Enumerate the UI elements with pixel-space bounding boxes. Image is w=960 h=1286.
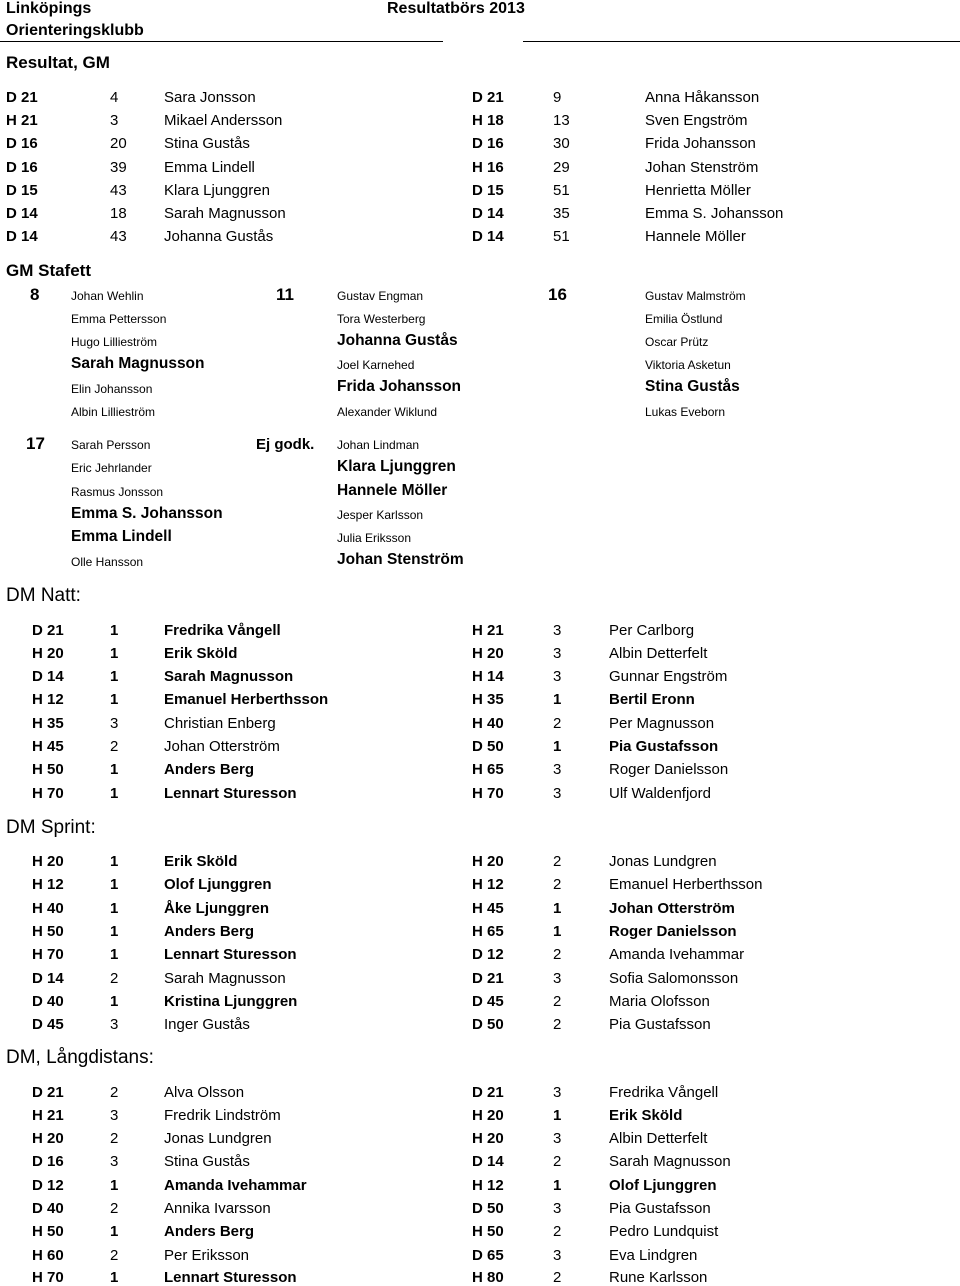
gm-name: Frida Johansson xyxy=(645,135,756,152)
lang-place: 3 xyxy=(553,1200,562,1217)
natt-class: H 45 xyxy=(32,738,64,755)
lang-place: 2 xyxy=(110,1247,119,1264)
gm-name: Sara Jonsson xyxy=(164,89,256,106)
sprint-name: Anders Berg xyxy=(164,923,255,940)
gm-name: Klara Ljunggren xyxy=(164,182,270,199)
natt-class: H 35 xyxy=(32,715,64,732)
sprint-class: H 20 xyxy=(32,853,64,870)
lang-place: 2 xyxy=(553,1153,562,1170)
sprint-class: H 50 xyxy=(32,923,64,940)
natt-class: H 70 xyxy=(32,785,64,802)
sprint-name: Amanda Ivehammar xyxy=(609,946,745,963)
lang-class: H 12 xyxy=(472,1177,504,1194)
natt-class: H 21 xyxy=(472,622,504,639)
lang-name: Alva Olsson xyxy=(164,1084,245,1101)
natt-class: H 14 xyxy=(472,668,504,685)
gm-name: Emma S. Johansson xyxy=(645,205,784,222)
sprint-place: 1 xyxy=(110,876,119,893)
sprint-name: Johan Otterström xyxy=(609,900,735,917)
natt-place: 3 xyxy=(553,761,562,778)
natt-name: Fredrika Vångell xyxy=(164,622,281,639)
relay-runner: Johan Wehlin xyxy=(71,289,144,303)
lang-name: Lennart Sturesson xyxy=(164,1269,297,1286)
lang-name: Rune Karlsson xyxy=(609,1269,708,1286)
natt-name: Per Carlborg xyxy=(609,622,695,639)
natt-place: 2 xyxy=(553,715,562,732)
lang-place: 2 xyxy=(110,1084,119,1101)
gm-place: 18 xyxy=(110,205,127,222)
relay-runner: Emma Lindell xyxy=(71,528,172,545)
gm-class: D 16 xyxy=(472,135,504,152)
gm-place: 29 xyxy=(553,159,570,176)
gm-place: 51 xyxy=(553,228,570,245)
gm-class: D 16 xyxy=(6,159,38,176)
natt-place: 2 xyxy=(110,738,119,755)
natt-name: Anders Berg xyxy=(164,761,255,778)
natt-class: H 20 xyxy=(472,645,504,662)
natt-place: 3 xyxy=(553,645,562,662)
sprint-place: 1 xyxy=(110,900,119,917)
natt-name: Albin Detterfelt xyxy=(609,645,708,662)
natt-name: Pia Gustafsson xyxy=(609,738,719,755)
club-name-line2: Orienteringsklubb xyxy=(6,22,144,39)
lang-name: Jonas Lundgren xyxy=(164,1130,272,1147)
lang-name: Pedro Lundquist xyxy=(609,1223,719,1240)
relay-runner: Johan Lindman xyxy=(337,438,420,452)
gm-class: D 14 xyxy=(472,205,504,222)
gm-place: 39 xyxy=(110,159,127,176)
relay-runner: Emma S. Johansson xyxy=(71,505,223,522)
natt-class: H 50 xyxy=(32,761,64,778)
natt-place: 3 xyxy=(110,715,119,732)
natt-place: 1 xyxy=(110,785,119,802)
natt-name: Roger Danielsson xyxy=(609,761,729,778)
gm-class: H 16 xyxy=(472,159,504,176)
natt-class: D 21 xyxy=(32,622,64,639)
natt-name: Per Magnusson xyxy=(609,715,715,732)
lang-name: Stina Gustås xyxy=(164,1153,250,1170)
lang-name: Sarah Magnusson xyxy=(609,1153,731,1170)
natt-name: Christian Enberg xyxy=(164,715,276,732)
gm-class: D 15 xyxy=(472,182,504,199)
sprint-place: 1 xyxy=(553,900,562,917)
lang-name: Fredrik Lindström xyxy=(164,1107,281,1124)
relay-runner: Sarah Persson xyxy=(71,438,151,452)
gm-class: D 14 xyxy=(6,228,38,245)
natt-place: 1 xyxy=(110,645,119,662)
sprint-name: Lennart Sturesson xyxy=(164,946,297,963)
relay-runner: Lukas Eveborn xyxy=(645,405,726,419)
sprint-class: H 70 xyxy=(32,946,64,963)
relay-runner: Emilia Östlund xyxy=(645,312,723,326)
lang-place: 3 xyxy=(553,1247,562,1264)
natt-name: Erik Sköld xyxy=(164,645,238,662)
gm-class: D 21 xyxy=(6,89,38,106)
natt-class: D 14 xyxy=(32,668,64,685)
relay-runner: Viktoria Asketun xyxy=(645,358,731,372)
lang-name: Per Eriksson xyxy=(164,1247,250,1264)
lang-place: 2 xyxy=(553,1269,562,1286)
sprint-place: 1 xyxy=(110,853,119,870)
natt-place: 3 xyxy=(553,668,562,685)
sprint-class: D 50 xyxy=(472,1016,504,1033)
sprint-class: D 45 xyxy=(472,993,504,1010)
lang-name: Pia Gustafsson xyxy=(609,1200,711,1217)
gm-name: Johanna Gustås xyxy=(164,228,274,245)
lang-place: 2 xyxy=(110,1200,119,1217)
sprint-place: 2 xyxy=(110,970,119,987)
lang-name: Erik Sköld xyxy=(609,1107,683,1124)
sprint-class: D 40 xyxy=(32,993,64,1010)
gm-class: D 21 xyxy=(472,89,504,106)
relay-runner: Frida Johansson xyxy=(337,378,462,395)
lang-place: 1 xyxy=(553,1107,562,1124)
natt-class: H 65 xyxy=(472,761,504,778)
lang-name: Eva Lindgren xyxy=(609,1247,698,1264)
relay-runner: Gustav Malmström xyxy=(645,289,746,303)
sprint-title: DM Sprint: xyxy=(6,817,96,838)
relay-runner: Elin Johansson xyxy=(71,382,153,396)
lang-class: H 70 xyxy=(32,1269,64,1286)
relay-runner: Eric Jehrlander xyxy=(71,461,152,475)
sprint-place: 2 xyxy=(553,876,562,893)
natt-name: Sarah Magnusson xyxy=(164,668,294,685)
lang-place: 3 xyxy=(553,1130,562,1147)
relay-runner: Sarah Magnusson xyxy=(71,355,205,372)
sprint-place: 3 xyxy=(553,970,562,987)
gm-name: Henrietta Möller xyxy=(645,182,751,199)
natt-place: 1 xyxy=(110,622,119,639)
relay-runner: Albin Lillieström xyxy=(71,405,156,419)
sprint-class: H 12 xyxy=(32,876,64,893)
natt-name: Emanuel Herberthsson xyxy=(164,691,329,708)
header-rule-left xyxy=(0,41,443,42)
lang-class: D 16 xyxy=(32,1153,64,1170)
sprint-place: 1 xyxy=(110,923,119,940)
gm-name: Anna Håkansson xyxy=(645,89,760,106)
lang-name: Olof Ljunggren xyxy=(609,1177,717,1194)
relay-runner: Tora Westerberg xyxy=(337,312,426,326)
relay-runner: Hugo Lillieström xyxy=(71,335,158,349)
relay-runner: Johan Stenström xyxy=(337,551,464,568)
sprint-name: Sarah Magnusson xyxy=(164,970,286,987)
lang-class: D 50 xyxy=(472,1200,504,1217)
gm-place: 4 xyxy=(110,89,119,106)
gm-name: Stina Gustås xyxy=(164,135,250,152)
natt-place: 1 xyxy=(110,761,119,778)
relay-runner: Klara Ljunggren xyxy=(337,458,456,475)
gm-class: D 14 xyxy=(472,228,504,245)
lang-class: H 80 xyxy=(472,1269,504,1286)
sprint-class: H 40 xyxy=(32,900,64,917)
sprint-place: 1 xyxy=(553,923,562,940)
sprint-name: Jonas Lundgren xyxy=(609,853,717,870)
gm-place: 20 xyxy=(110,135,127,152)
gm-class: D 14 xyxy=(6,205,38,222)
natt-place: 1 xyxy=(110,668,119,685)
gm-name: Johan Stenström xyxy=(645,159,759,176)
relay-runner: Joel Karnehed xyxy=(337,358,415,372)
relay-runner: Johanna Gustås xyxy=(337,332,458,349)
lang-place: 2 xyxy=(553,1223,562,1240)
sprint-name: Olof Ljunggren xyxy=(164,876,272,893)
lang-name: Anders Berg xyxy=(164,1223,255,1240)
lang-class: H 20 xyxy=(472,1107,504,1124)
lang-place: 3 xyxy=(110,1107,119,1124)
gm-class: D 15 xyxy=(6,182,38,199)
sprint-class: D 45 xyxy=(32,1016,64,1033)
sprint-class: D 14 xyxy=(32,970,64,987)
stafett-title: GM Stafett xyxy=(6,261,91,280)
lang-name: Annika Ivarsson xyxy=(164,1200,271,1217)
natt-class: H 40 xyxy=(472,715,504,732)
gm-name: Sven Engström xyxy=(645,112,748,129)
gm-place: 43 xyxy=(110,228,127,245)
lang-class: D 12 xyxy=(32,1177,64,1194)
gm-place: 43 xyxy=(110,182,127,199)
gm-place: 13 xyxy=(553,112,570,129)
lang-class: H 50 xyxy=(32,1223,64,1240)
natt-place: 3 xyxy=(553,622,562,639)
sprint-place: 2 xyxy=(553,993,562,1010)
lang-place: 1 xyxy=(110,1177,119,1194)
lang-class: D 40 xyxy=(32,1200,64,1217)
sprint-class: D 12 xyxy=(472,946,504,963)
gm-place: 51 xyxy=(553,182,570,199)
lang-place: 1 xyxy=(553,1177,562,1194)
relay-place: Ej godk. xyxy=(256,436,315,453)
gm-name: Mikael Andersson xyxy=(164,112,283,129)
gm-place: 30 xyxy=(553,135,570,152)
relay-runner: Gustav Engman xyxy=(337,289,424,303)
relay-runner: Jesper Karlsson xyxy=(337,508,424,522)
gm-place: 3 xyxy=(110,112,119,129)
lang-name: Amanda Ivehammar xyxy=(164,1177,307,1194)
sprint-place: 2 xyxy=(553,1016,562,1033)
lang-class: H 20 xyxy=(32,1130,64,1147)
gm-place: 9 xyxy=(553,89,562,106)
lang-name: Albin Detterfelt xyxy=(609,1130,708,1147)
natt-place: 1 xyxy=(110,691,119,708)
relay-runner: Rasmus Jonsson xyxy=(71,485,164,499)
sprint-class: D 21 xyxy=(472,970,504,987)
natt-name: Bertil Eronn xyxy=(609,691,695,708)
relay-runner: Hannele Möller xyxy=(337,482,448,499)
sprint-name: Maria Olofsson xyxy=(609,993,710,1010)
sprint-name: Sofia Salomonsson xyxy=(609,970,739,987)
gm-place: 35 xyxy=(553,205,570,222)
gm-name: Sarah Magnusson xyxy=(164,205,286,222)
relay-place: 17 xyxy=(26,434,45,453)
sprint-name: Inger Gustås xyxy=(164,1016,250,1033)
lang-class: H 50 xyxy=(472,1223,504,1240)
gm-name: Emma Lindell xyxy=(164,159,255,176)
gm-name: Hannele Möller xyxy=(645,228,746,245)
relay-runner: Alexander Wiklund xyxy=(337,405,438,419)
relay-place: 8 xyxy=(30,285,40,304)
natt-class: H 20 xyxy=(32,645,64,662)
gm-title: Resultat, GM xyxy=(6,53,110,72)
sprint-place: 1 xyxy=(110,946,119,963)
sprint-name: Kristina Ljunggren xyxy=(164,993,298,1010)
natt-name: Gunnar Engström xyxy=(609,668,728,685)
lang-name: Fredrika Vångell xyxy=(609,1084,719,1101)
lang-place: 1 xyxy=(110,1269,119,1286)
natt-name: Lennart Sturesson xyxy=(164,785,297,802)
sprint-place: 2 xyxy=(553,946,562,963)
sprint-name: Pia Gustafsson xyxy=(609,1016,711,1033)
relay-runner: Emma Pettersson xyxy=(71,312,167,326)
natt-place: 1 xyxy=(553,738,562,755)
lang-class: D 14 xyxy=(472,1153,504,1170)
sprint-name: Erik Sköld xyxy=(164,853,238,870)
relay-runner: Oscar Prütz xyxy=(645,335,709,349)
relay-runner: Olle Hansson xyxy=(71,555,144,569)
sprint-place: 1 xyxy=(110,993,119,1010)
sprint-name: Emanuel Herberthsson xyxy=(609,876,763,893)
document-title: Resultatbörs 2013 xyxy=(387,0,525,17)
relay-runner: Stina Gustås xyxy=(645,378,740,395)
natt-name: Johan Otterström xyxy=(164,738,280,755)
lang-place: 1 xyxy=(110,1223,119,1240)
gm-class: H 21 xyxy=(6,112,38,129)
gm-class: H 18 xyxy=(472,112,504,129)
natt-class: H 12 xyxy=(32,691,64,708)
sprint-name: Åke Ljunggren xyxy=(164,900,270,917)
lang-place: 2 xyxy=(110,1130,119,1147)
lang-place: 3 xyxy=(110,1153,119,1170)
gm-class: D 16 xyxy=(6,135,38,152)
relay-place: 11 xyxy=(276,285,294,304)
header-rule-right xyxy=(523,41,960,42)
lang-class: D 21 xyxy=(32,1084,64,1101)
lang-place: 3 xyxy=(553,1084,562,1101)
natt-place: 3 xyxy=(553,785,562,802)
sprint-place: 2 xyxy=(553,853,562,870)
natt-class: D 50 xyxy=(472,738,504,755)
natt-class: H 70 xyxy=(472,785,504,802)
sprint-class: H 20 xyxy=(472,853,504,870)
lang-title: DM, Långdistans: xyxy=(6,1047,154,1068)
sprint-class: H 12 xyxy=(472,876,504,893)
natt-name: Ulf Waldenfjord xyxy=(609,785,711,802)
lang-class: D 65 xyxy=(472,1247,504,1264)
lang-class: D 21 xyxy=(472,1084,504,1101)
natt-class: H 35 xyxy=(472,691,504,708)
relay-place: 16 xyxy=(548,285,567,304)
natt-title: DM Natt: xyxy=(6,585,81,606)
relay-runner: Julia Eriksson xyxy=(337,531,412,545)
club-name-line1: Linköpings xyxy=(6,0,92,17)
sprint-place: 3 xyxy=(110,1016,119,1033)
lang-class: H 20 xyxy=(472,1130,504,1147)
sprint-name: Roger Danielsson xyxy=(609,923,737,940)
sprint-class: H 45 xyxy=(472,900,504,917)
lang-class: H 21 xyxy=(32,1107,64,1124)
natt-place: 1 xyxy=(553,691,562,708)
sprint-class: H 65 xyxy=(472,923,504,940)
lang-class: H 60 xyxy=(32,1247,64,1264)
